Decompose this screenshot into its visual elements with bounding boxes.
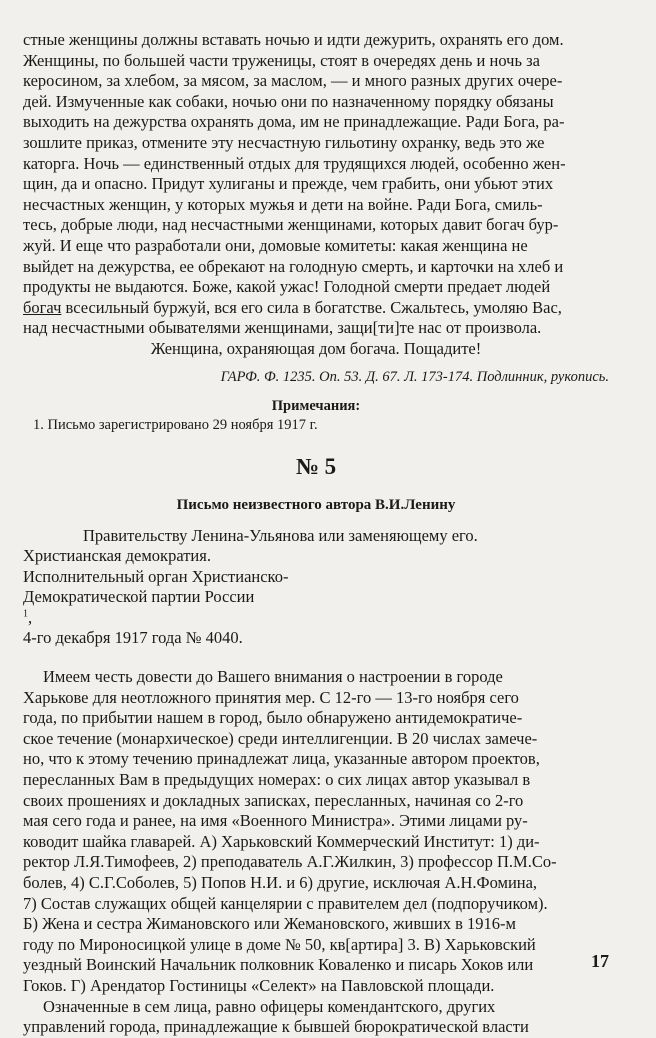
note-item: 1. Письмо зарегистрировано 29 ноября 1917 г. (33, 416, 318, 433)
text-line: каторга. Ночь — единственный отдых для трудящихся людей, особенно жен- (23, 153, 566, 173)
page-content (23, 30, 609, 1038)
text-line: Гоков. Г) Арендатор Гостиницы «Селект» на Павловской площади. (23, 975, 495, 995)
text-line: выходить на дежурства охранять дома, им не принадлежащие. Ради Бога, ра- (23, 112, 565, 132)
text-line: Означенные в сем лица, равно офицеры комендантского, других (43, 996, 496, 1016)
text-line: году по Мироносицкой улице в доме № 50, кв[артира] 3. В) Харьковский (23, 934, 536, 954)
letter-header (23, 546, 609, 649)
text-line: дей. Измученные как собаки, ночью они по назначенному порядку обязаны (23, 91, 554, 111)
text-line: уездный Воинский Начальник полковник Коваленко и писарь Хоков или (23, 955, 534, 975)
header-line: Исполнительный орган Христианско- (23, 566, 289, 586)
text-line: года, по прибытии нашем в город, было обнаружено антидемократиче- (23, 708, 523, 728)
text-line: ководит шайка главарей. А) Харьковский Коммерческий Институт: 1) ди- (23, 831, 540, 851)
underlined-word: богач (23, 297, 62, 317)
text-line: пересланных Вам в предыдущих номерах: о сих лицах автор указывал в (23, 770, 531, 790)
header-line-text: Демократической партии России (23, 587, 255, 607)
text-line: Женщины, по большей части труженицы, стоят в очередях день и ночь за (23, 50, 540, 70)
text-line: управлений города, принадлежащие к бывшей бюрократической власти (23, 1017, 529, 1037)
text-line: тесь, добрые люди, над несчастными женщинами, которых давит богач бур- (23, 215, 559, 235)
page-number: 17 (591, 951, 609, 971)
header-date-line: 4-го декабря 1917 года № 4040. (23, 628, 243, 648)
text-line: своих прошениях и докладных записках, пересланных, начиная со 2-го (23, 790, 524, 810)
text-line: Имеем честь довести до Вашего внимания о настроении в городе (43, 667, 503, 687)
text-line: Харькове для неотложного принятия мер. С 12-го — 13-го ноября сего (23, 687, 519, 707)
text-line: но, что к этому течению принадлежат лица, указанные автором проектов, (23, 749, 540, 769)
text-line: мая сего года и ранее, на имя «Военного Министра». Этими лицами ру- (23, 811, 528, 831)
text-line: 7) Состав служащих общей канцелярии с правителем дел (подпоручиком). (23, 893, 548, 913)
text-line-rest: всесильный буржуй, вся его сила в богатстве. Сжальтесь, умоляю Вас, (61, 297, 562, 317)
notes-heading: Примечания: (271, 397, 361, 414)
header-line: Демократической партии России $^1$, (23, 587, 609, 628)
archive-source: ГАРФ. Ф. 1235. Оп. 53. Д. 67. Л. 173-174. Подлинник, рукопись. (220, 368, 609, 385)
footnote-mark: 1 (23, 608, 28, 620)
addressee-line: Правительству Ленина-Ульянова или заменяющему его. (83, 525, 478, 545)
text-line: щин, да и опасно. Придут хулиганы и прежде, чем грабить, они убьют этих (23, 174, 554, 194)
text-line: ректор Л.Я.Тимофеев, 2) преподаватель А.Г.Жилкин, 3) профессор П.М.Со- (23, 852, 557, 872)
letter-body (23, 667, 609, 1038)
text-line: зошлите приказ, отмените эту несчастную гильотину охранку, ведь это же (23, 132, 545, 152)
letter-signature: Женщина, охраняющая дом богача. Пощадите! (150, 338, 482, 358)
text-line: продукты не выдаются. Боже, какой ужас! Голодной смерти предает людей (23, 277, 551, 297)
text-line: жуй. И еще что разработали они, домовые комитеты: какая женщина не (23, 235, 528, 255)
text-line (23, 298, 609, 319)
document-number: № 5 (295, 453, 337, 479)
text-line: выйдет на дежурства, ее обрекают на голодную смерть, и карточки на хлеб и (23, 256, 564, 276)
text-line: ское течение (монархическое) среди интеллигенции. В 20 числах замече- (23, 728, 538, 748)
text-line: стные женщины должны вставать ночью и идти дежурить, охранять его дом. (23, 30, 564, 49)
text-line: несчастных женщин, у которых мужья и дети на войне. Ради Бога, смиль- (23, 194, 543, 214)
text-line: керосином, за хлебом, за мясом, за маслом, — и много разных других очере- (23, 71, 563, 91)
letter-continuation (23, 30, 609, 360)
text-line: Б) Жена и сестра Жимановского или Жемановского, живших в 1916-м (23, 914, 516, 934)
text-line: над несчастными обывателями женщинами, защи[ти]те нас от произвола. (23, 318, 542, 338)
text-line: болев, 4) С.Г.Соболев, 5) Попов Н.И. и 6) другие, исключая А.Н.Фомина, (23, 873, 538, 892)
header-line: Христианская демократия. (23, 546, 211, 566)
document-title: Письмо неизвестного автора В.И.Ленину (176, 496, 456, 513)
